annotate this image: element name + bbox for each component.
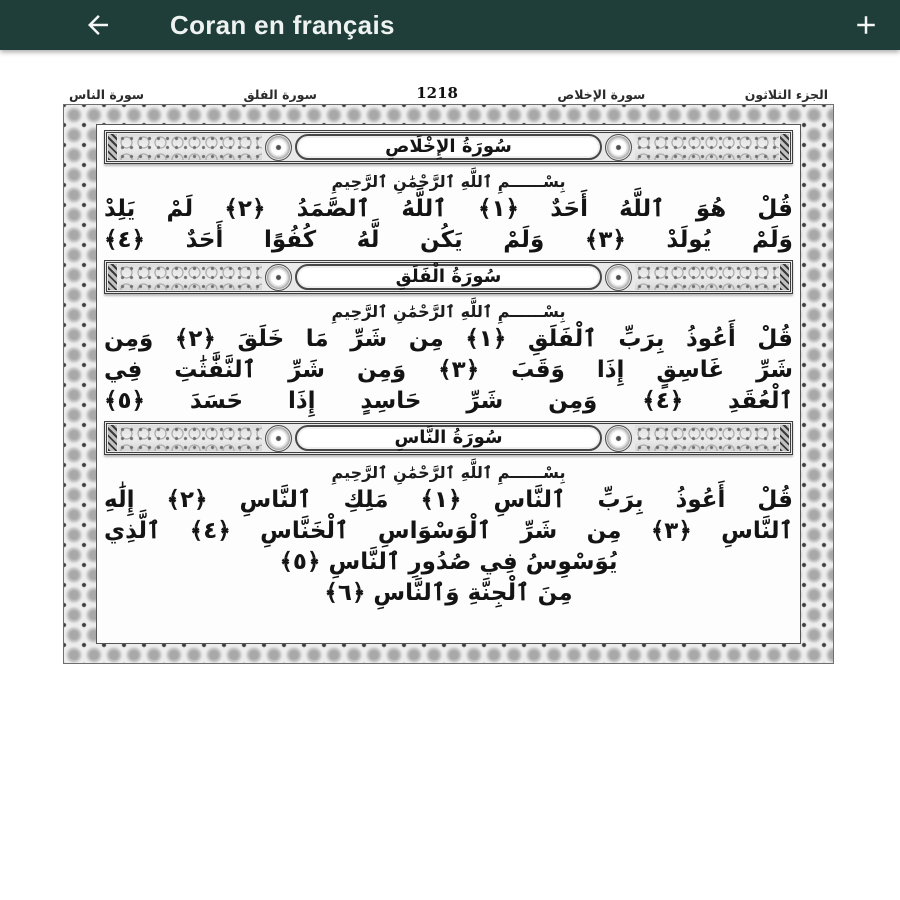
add-button[interactable] [848, 7, 884, 43]
band-end-ornament [780, 134, 789, 160]
bismillah-line: بِسْــــــمِ ٱللَّهِ ٱلرَّحْمَٰنِ ٱلرَّحِيمِ [331, 302, 566, 321]
header-surah-falaq: سورة الفلق [243, 87, 317, 102]
verse-line: قُلْ أَعُوذُ بِرَبِّ ٱلنَّاسِ ﴿١﴾ مَلِكِ ٱلنَّاسِ ﴿٢﴾ إِلَٰهِ [104, 487, 793, 513]
mushaf-running-header [63, 80, 834, 102]
band-ornament-icon [635, 264, 779, 290]
surah-title-ikhlas: سُورَةُ الإِخْلَاصِ [385, 136, 512, 157]
ayah-count-medallion-icon [605, 134, 632, 161]
ayah-count-medallion-icon [605, 264, 632, 291]
verse-line: شَرِّ غَاسِقٍ إِذَا وَقَبَ ﴿٣﴾ وَمِن شَرِّ ٱلنَّفَّٰثَٰتِ فِي [104, 357, 793, 383]
band-ornament-icon [118, 425, 262, 451]
bismillah-line: بِسْــــــمِ ٱللَّهِ ٱلرَّحْمَٰنِ ٱلرَّحِيمِ [331, 463, 566, 482]
bismillah-line: بِسْــــــمِ ٱللَّهِ ٱلرَّحْمَٰنِ ٱلرَّحِيمِ [331, 172, 566, 191]
surah-title-cartouche [295, 425, 602, 451]
header-surah-ikhlas: سورة الإخلاص [557, 87, 646, 102]
band-end-ornament [780, 264, 789, 290]
band-end-ornament [780, 425, 789, 451]
band-ornament-icon [118, 134, 262, 160]
band-end-ornament [108, 425, 117, 451]
band-ornament-icon [635, 134, 779, 160]
band-ornament-icon [635, 425, 779, 451]
mushaf-content-panel [96, 124, 801, 644]
surah-medallion-icon [265, 425, 292, 452]
page-number: 1218 [416, 84, 458, 102]
page-title: Coran en français [170, 10, 395, 40]
surah-title-nas: سُورَةُ النَّاسِ [394, 427, 503, 448]
verse-line: يُوَسْوِسُ فِي صُدُورِ ٱلنَّاسِ ﴿٥﴾ [279, 549, 618, 575]
verse-line: وَلَمْ يُولَدْ ﴿٣﴾ وَلَمْ يَكُن لَّهُ كُفُوًا أَحَدٌ ﴿٤﴾ [104, 227, 793, 253]
band-end-ornament [108, 264, 117, 290]
verse-line: قُلْ أَعُوذُ بِرَبِّ ٱلْفَلَقِ ﴿١﴾ مِن شَرِّ مَا خَلَقَ ﴿٢﴾ وَمِن [104, 326, 793, 352]
verse-line: قُلْ هُوَ ٱللَّهُ أَحَدٌ ﴿١﴾ ٱللَّهُ ٱلصَّمَدُ ﴿٢﴾ لَمْ يَلِدْ [104, 196, 793, 222]
header-surah-nas: سورة الناس [69, 87, 145, 102]
surah-title-cartouche [295, 264, 602, 290]
header-juz-label: الجزء الثلاثون [744, 87, 828, 102]
surah-title-band-nas [104, 421, 793, 455]
back-button[interactable] [80, 7, 116, 43]
app-bar [0, 0, 900, 50]
surah-title-band-falaq [104, 260, 793, 294]
band-end-ornament [108, 134, 117, 160]
verse-line: مِنَ ٱلْجِنَّةِ وَٱلنَّاسِ ﴿٦﴾ [324, 580, 573, 606]
plus-icon [851, 10, 881, 40]
surah-medallion-icon [265, 134, 292, 161]
ayah-count-medallion-icon [605, 425, 632, 452]
band-ornament-icon [118, 264, 262, 290]
verse-line: ٱلْعُقَدِ ﴿٤﴾ وَمِن شَرِّ حَاسِدٍ إِذَا حَسَدَ ﴿٥﴾ [104, 388, 793, 414]
verse-line: ٱلنَّاسِ ﴿٣﴾ مِن شَرِّ ٱلْوَسْوَاسِ ٱلْخَنَّاسِ ﴿٤﴾ ٱلَّذِي [104, 518, 793, 544]
mushaf-page[interactable] [63, 104, 834, 664]
surah-medallion-icon [265, 264, 292, 291]
surah-title-falaq: سُورَةُ الْفَلَقِ [395, 266, 502, 287]
arrow-left-icon [83, 10, 113, 40]
surah-title-cartouche [295, 134, 602, 160]
surah-title-band-ikhlas [104, 130, 793, 164]
